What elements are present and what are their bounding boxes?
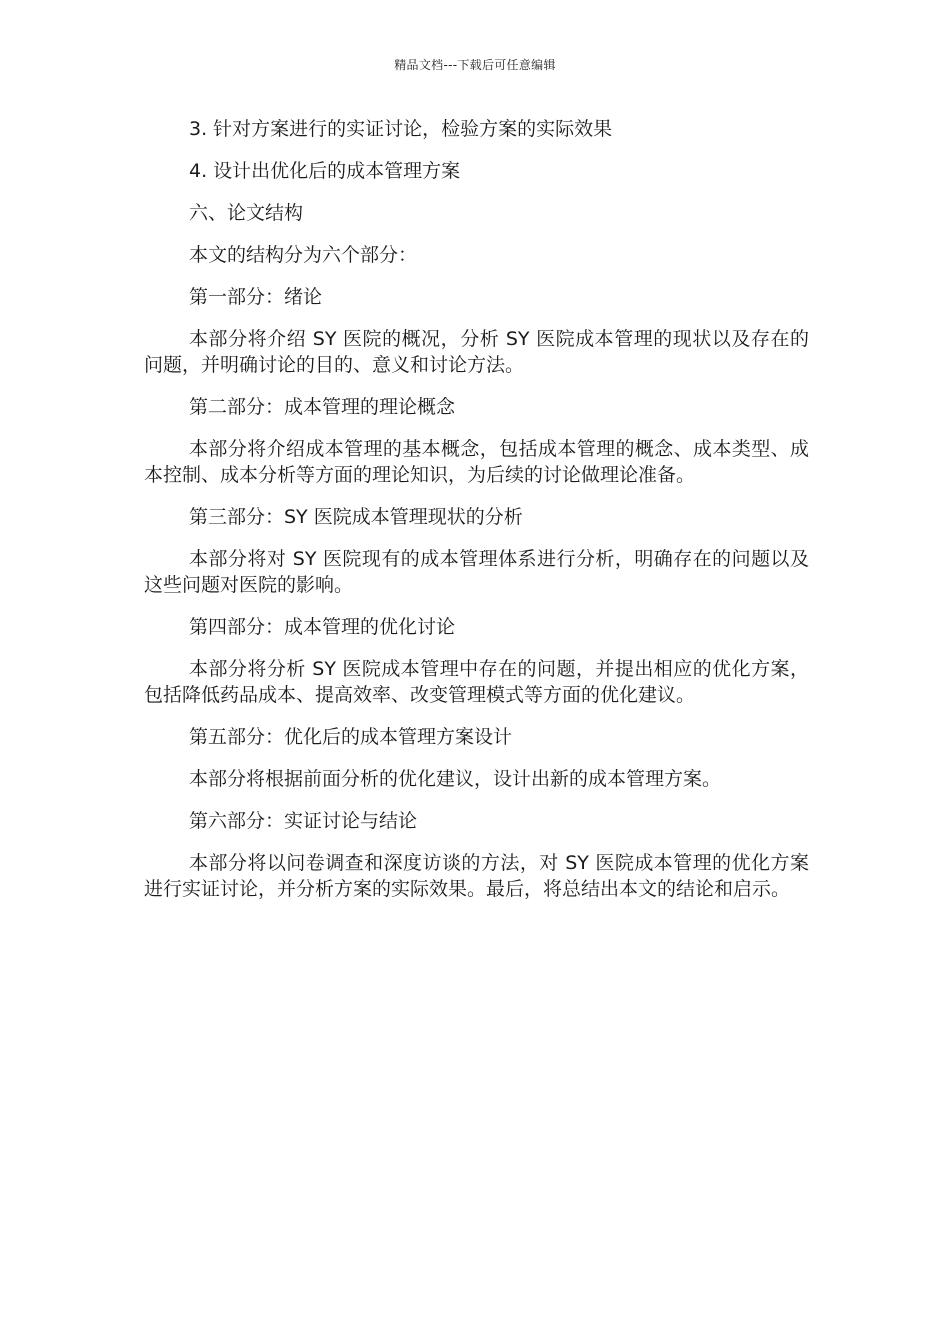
part-2-title: 第二部分：成本管理的理论概念 bbox=[189, 396, 456, 418]
list-item-3: 3. 针对方案进行的实证讨论，检验方案的实际效果 bbox=[189, 118, 613, 140]
part-1-description: 本部分将介绍 SY 医院的概况，分析 SY 医院成本管理的现状以及存在的问题，并明确讨论的目的、意义和讨论方法。 bbox=[144, 328, 809, 376]
part-3-description: 本部分将对 SY 医院现有的成本管理体系进行分析，明确存在的问题以及这些问题对医院的影响。 bbox=[144, 548, 809, 596]
part-5-title: 第五部分：优化后的成本管理方案设计 bbox=[189, 726, 513, 748]
part-1-title: 第一部分：绪论 bbox=[189, 286, 323, 308]
document-body bbox=[144, 116, 809, 918]
part-4-title: 第四部分：成本管理的优化讨论 bbox=[189, 616, 456, 638]
part-6-description: 本部分将以问卷调查和深度访谈的方法，对 SY 医院成本管理的优化方案进行实证讨论，并分析方案的实际效果。最后，将总结出本文的结论和启示。 bbox=[144, 852, 809, 900]
part-3-title: 第三部分：SY 医院成本管理现状的分析 bbox=[189, 506, 523, 528]
part-6-title: 第六部分：实证讨论与结论 bbox=[189, 810, 418, 832]
structure-intro: 本文的结构分为六个部分： bbox=[189, 244, 418, 266]
part-5-description: 本部分将根据前面分析的优化建议，设计出新的成本管理方案。 bbox=[189, 768, 722, 790]
section-heading: 六、论文结构 bbox=[189, 202, 304, 224]
part-2-description: 本部分将介绍成本管理的基本概念，包括成本管理的概念、成本类型、成本控制、成本分析等方面的理论知识，为后续的讨论做理论准备。 bbox=[144, 438, 809, 486]
list-item-4: 4. 设计出优化后的成本管理方案 bbox=[189, 160, 461, 182]
part-4-description: 本部分将分析 SY 医院成本管理中存在的问题，并提出相应的优化方案，包括降低药品成本、提高效率、改变管理模式等方面的优化建议。 bbox=[144, 658, 809, 706]
page-header: 精品文档---下载后可任意编辑 bbox=[394, 58, 556, 72]
